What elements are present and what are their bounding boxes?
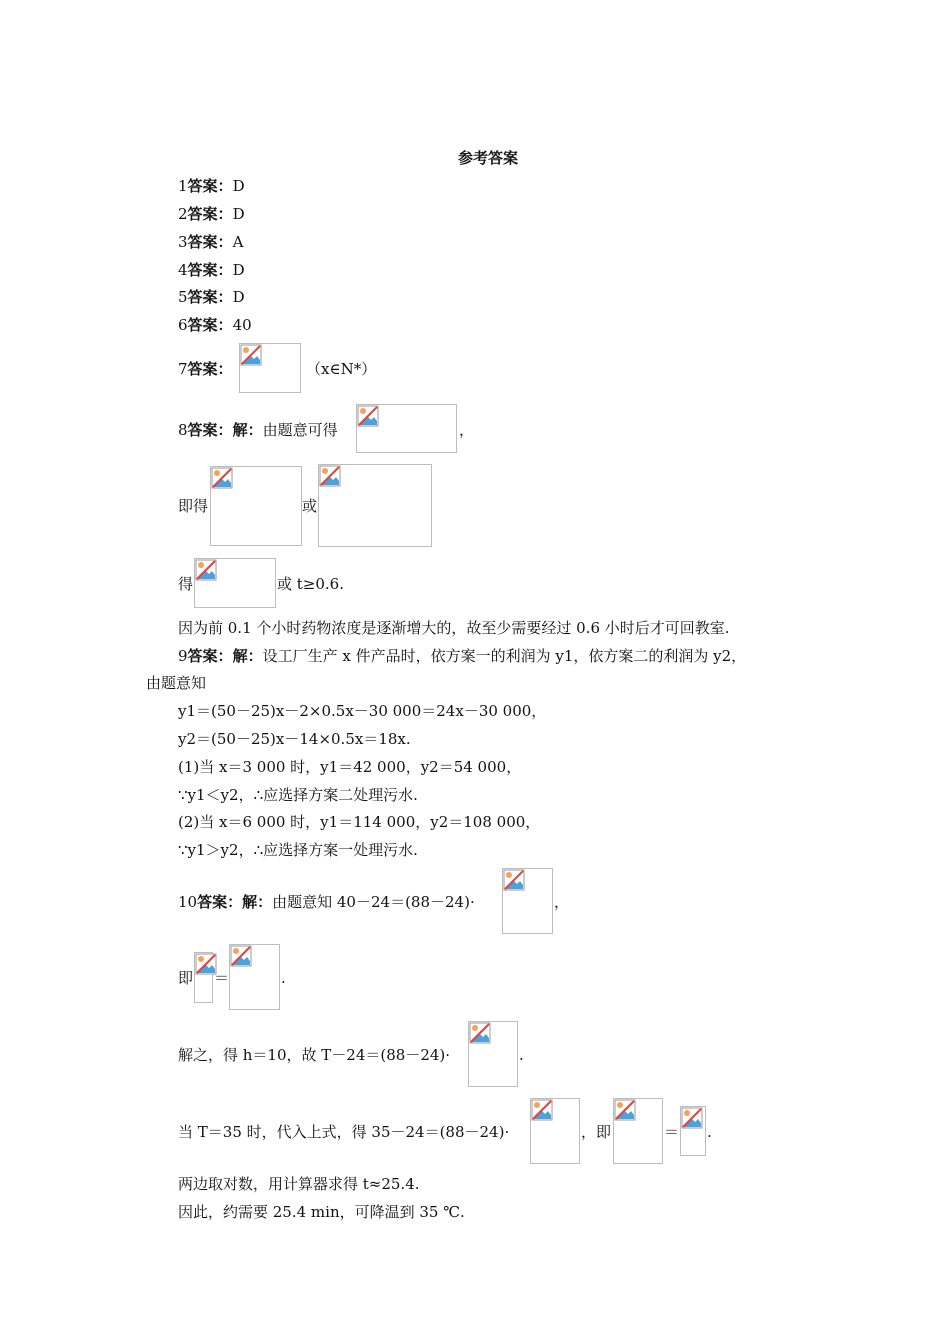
broken-image-icon (229, 944, 280, 1010)
q9-line2: 由题意知 (146, 674, 207, 692)
answer-label: 答案： (187, 233, 233, 251)
q8-jide: 即得 (178, 497, 209, 515)
answer-line-2 (178, 204, 245, 224)
q9-part1: (1)当 x＝3 000 时，y1＝42 000，y2＝54 000， (178, 758, 522, 776)
answer-number: 4 (178, 261, 188, 279)
answer-number: 3 (178, 233, 188, 251)
answer-label: 答案： (187, 316, 233, 334)
page-title: 参考答案 (458, 149, 519, 167)
answer-label: 答案： (187, 205, 233, 223)
answer-number: 5 (178, 288, 188, 306)
answer-value: D (232, 261, 245, 279)
answer-line-7 (178, 359, 233, 379)
q10-eq: ＝ (214, 969, 230, 987)
q8-or-t: 或 t≥0.6. (277, 575, 344, 593)
solve-label: 解： (242, 893, 273, 911)
q9-part2: (2)当 x＝6 000 时，y1＝114 000，y2＝108 000， (178, 813, 541, 831)
q10-line3: 解之，得 h＝10，故 T－24＝(88－24)· (178, 1046, 451, 1064)
broken-image-icon (210, 466, 302, 546)
q10-dot: . (281, 969, 286, 987)
q10-dot: . (707, 1123, 712, 1141)
broken-image-icon (194, 952, 213, 1003)
broken-image-icon (468, 1021, 518, 1087)
answer-number: 7 (178, 360, 188, 378)
q8-conclusion: 因为前 0.1 个小时药物浓度是逐渐增大的，故至少需要经过 0.6 小时后才可回教室. (178, 619, 730, 637)
q10-line6: 因此，约需要 25.4 min，可降温到 35 ℃. (178, 1203, 465, 1221)
broken-image-icon (239, 343, 301, 393)
answer-label: 答案： (187, 421, 233, 439)
q10-dot: . (519, 1046, 524, 1064)
answer-label: 答案： (187, 288, 233, 306)
q9-eq2: y2＝(50－25)x－14×0.5x＝18x. (178, 730, 411, 748)
answer-line-10 (178, 892, 475, 912)
solve-label: 解： (232, 421, 263, 439)
broken-image-icon (194, 558, 276, 608)
answer-value: 40 (232, 316, 252, 334)
q9-part1-conclusion: ∵y1＜y2，∴应选择方案二处理污水. (178, 786, 418, 804)
answer-number: 10 (178, 893, 198, 911)
answer-label: 答案： (187, 261, 233, 279)
q10-line4a: 当 T＝35 时，代入上式，得 35－24＝(88－24)· (178, 1123, 510, 1141)
q10-line1: 由题意知 40－24＝(88－24)· (272, 893, 475, 911)
answer-label: 答案： (187, 360, 233, 378)
q10-line5: 两边取对数，用计算器求得 t≈25.4. (178, 1175, 420, 1193)
answer-line-4 (178, 260, 245, 280)
q8-comma: ， (459, 421, 475, 439)
q9-part2-conclusion: ∵y1＞y2，∴应选择方案一处理污水. (178, 841, 418, 859)
answer-number: 9 (178, 647, 188, 665)
q10-line4b: ，即 (581, 1123, 612, 1141)
q8-intro: 由题意可得 (262, 421, 338, 439)
answer-value: A (232, 233, 244, 251)
answer-value: D (232, 288, 245, 306)
answer-number: 8 (178, 421, 188, 439)
q8-de: 得 (178, 575, 194, 593)
answer-label: 答案： (187, 177, 233, 195)
answer-label: 答案： (187, 647, 233, 665)
answer-line-8 (178, 420, 338, 440)
broken-image-icon (680, 1106, 706, 1156)
answer-line-9 (178, 646, 746, 666)
broken-image-icon (356, 404, 457, 453)
answer-line-5 (178, 287, 245, 307)
answer-label: 答案： (197, 893, 243, 911)
q10-comma: ， (554, 893, 570, 911)
broken-image-icon (613, 1098, 663, 1164)
broken-image-icon (502, 868, 553, 934)
answer-line-6 (178, 315, 252, 335)
q10-eq: ＝ (664, 1123, 680, 1141)
answer-line-3 (178, 232, 243, 252)
q8-huo: 或 (302, 497, 318, 515)
answer-value: D (232, 177, 245, 195)
q10-ji: 即 (178, 969, 194, 987)
solve-label: 解： (232, 647, 263, 665)
q9-line1: 设工厂生产 x 件产品时，依方案一的利润为 y1，依方案二的利润为 y2， (262, 647, 747, 665)
broken-image-icon (318, 464, 432, 547)
answer-line-1 (178, 176, 245, 196)
answer-number: 1 (178, 177, 188, 195)
q9-eq1: y1＝(50－25)x－2×0.5x－30 000＝24x－30 000， (178, 702, 547, 720)
answer-number: 6 (178, 316, 188, 334)
answer-number: 2 (178, 205, 188, 223)
answer-value: D (232, 205, 245, 223)
q7-domain: （x∈N*） (306, 360, 377, 378)
broken-image-icon (530, 1098, 580, 1164)
